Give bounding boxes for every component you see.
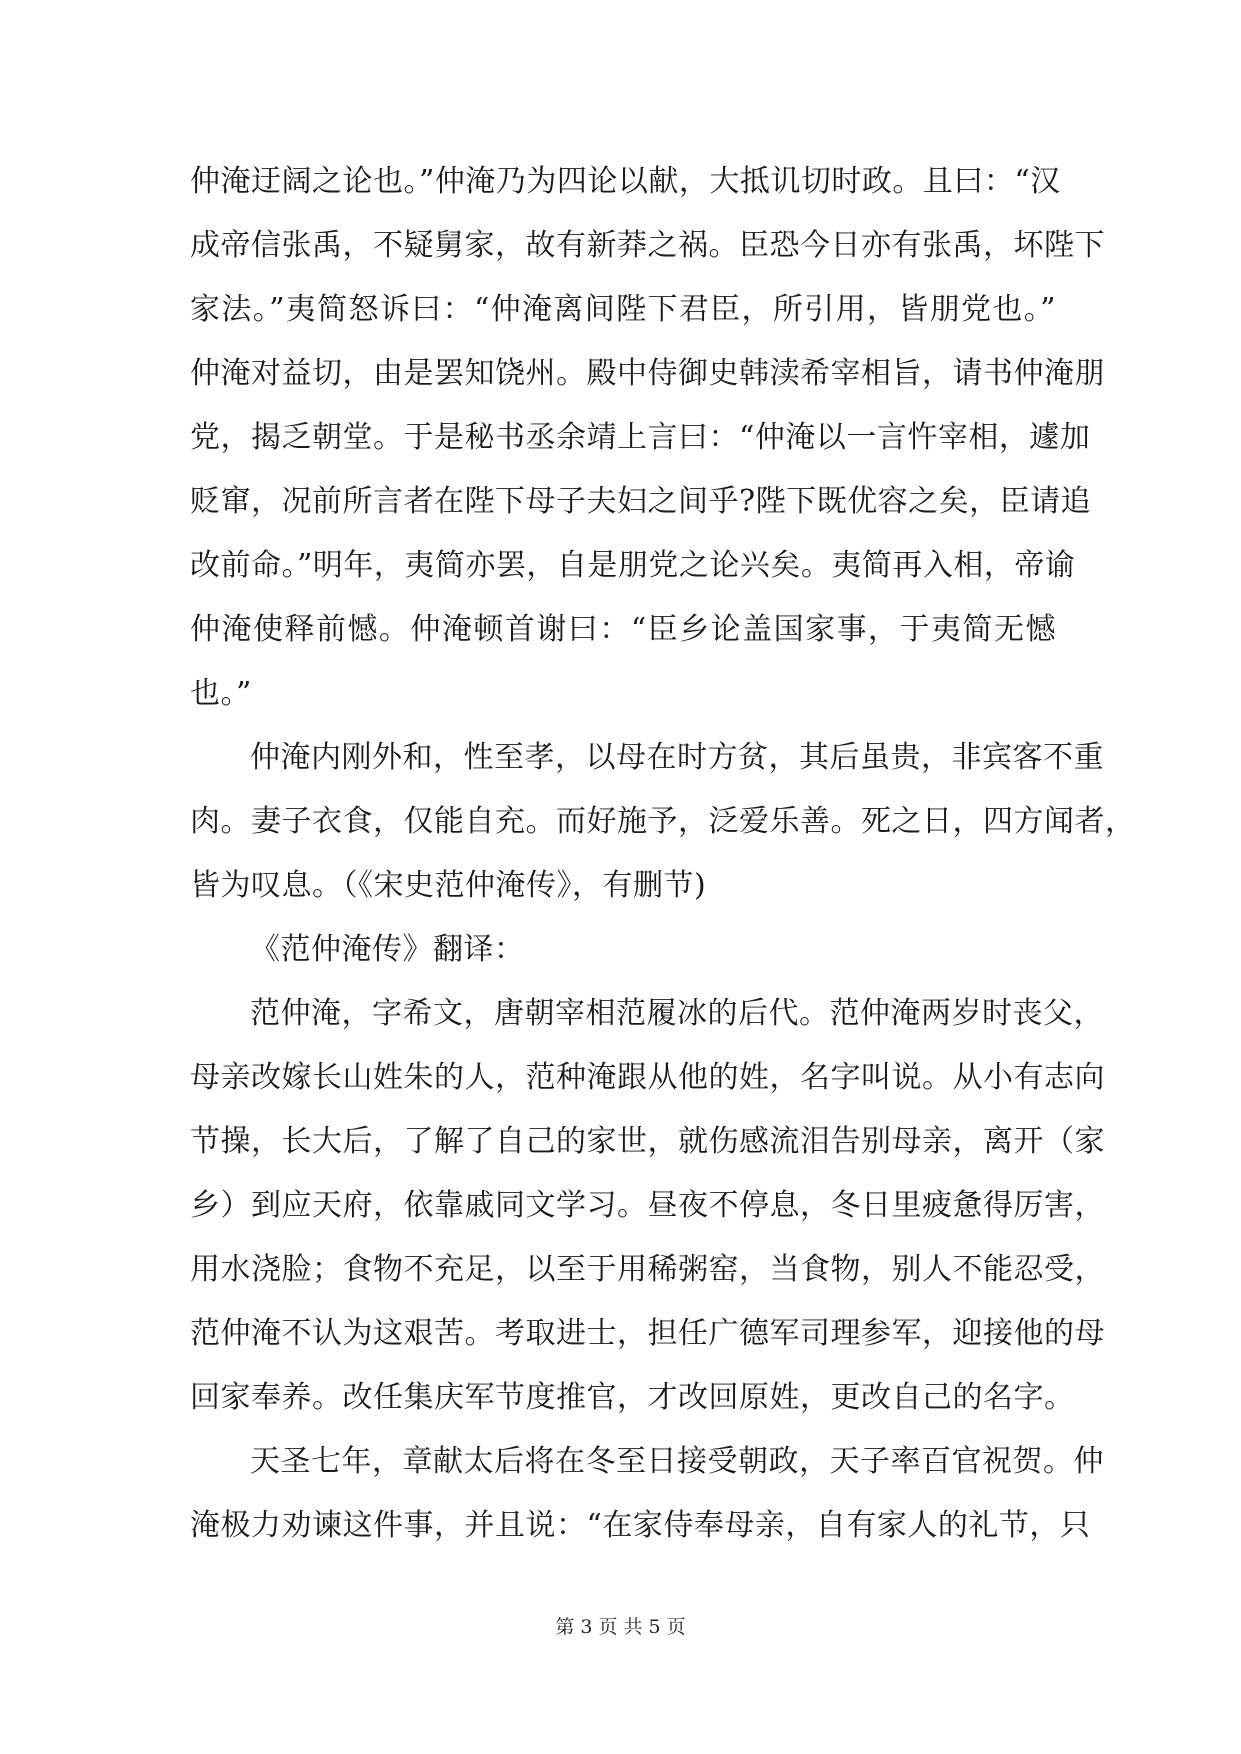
text-line: 也。”	[190, 676, 252, 711]
section-heading: 《范仲淹传》翻译：	[250, 932, 525, 967]
text-line: 仲淹对益切，由是罢知饶州。殿中侍御史韩渎希宰相旨，请书仲淹朋	[190, 356, 1105, 391]
text-line: 肉。妻子衣食，仅能自充。而好施予，泛爱乐善。死之日，四方闻者，	[190, 804, 1136, 839]
text-line: 仲淹使释前憾。仲淹顿首谢曰：“臣乡论盖国家事，于夷简无憾	[190, 612, 1056, 647]
text-line: 淹极力劝谏这件事，并且说：“在家侍奉母亲，自有家人的礼节，只	[190, 1508, 1091, 1543]
text-line: 母亲改嫁长山姓朱的人，范种淹跟从他的姓，名字叫说。从小有志向	[190, 1060, 1105, 1095]
text-line: 用水浇脸；食物不充足，以至于用稀粥窑，当食物，别人不能忍受，	[190, 1252, 1105, 1287]
text-line: 仲淹迂阔之论也。”仲淹乃为四论以献，大抵讥切时政。且曰：“汉	[190, 164, 1061, 199]
text-line: 改前命。”明年，夷简亦罢，自是朋党之论兴矣。夷简再入相，帝谕	[190, 548, 1076, 583]
text-line: 乡）到应天府，依靠戚同文学习。昼夜不停息，冬日里疲惫得厉害，	[190, 1188, 1105, 1223]
text-line: 皆为叹息。（《宋史范仲淹传》，有删节)	[190, 868, 707, 903]
paragraph-first-line: 仲淹内刚外和，性至孝，以母在时方贫，其后虽贵，非宾客不重	[250, 740, 1104, 775]
text-line: 家法。”夷简怒诉曰：“仲淹离间陛下君臣，所引用，皆朋党也。”	[190, 292, 1056, 327]
body-text	[190, 150, 1136, 1558]
text-line: 党，揭乏朝堂。于是秘书丞余靖上言曰：“仲淹以一言忤宰相，遽加	[190, 420, 1091, 455]
text-line: 贬窜，况前所言者在陛下母子夫妇之间乎?陛下既优容之矣，臣请追	[190, 484, 1092, 519]
paragraph-first-line: 天圣七年，章献太后将在冬至日接受朝政，天子率百官祝贺。仲	[250, 1444, 1104, 1479]
text-line: 范仲淹不认为这艰苦。考取进士，担任广德军司理参军，迎接他的母	[190, 1316, 1105, 1351]
text-line: 节操，长大后，了解了自己的家世，就伤感流泪告别母亲，离开（家	[190, 1124, 1105, 1159]
text-line: 回家奉养。改任集庆军节度推官，才改回原姓，更改自己的名字。	[190, 1380, 1075, 1415]
paragraph-first-line: 范仲淹，字希文，唐朝宰相范履冰的后代。范仲淹两岁时丧父，	[250, 996, 1104, 1031]
page-number-footer: 第 3 页 共 5 页	[555, 1616, 686, 1638]
text-line: 成帝信张禹，不疑舅家，故有新莽之祸。臣恐今日亦有张禹，坏陛下	[190, 228, 1105, 263]
